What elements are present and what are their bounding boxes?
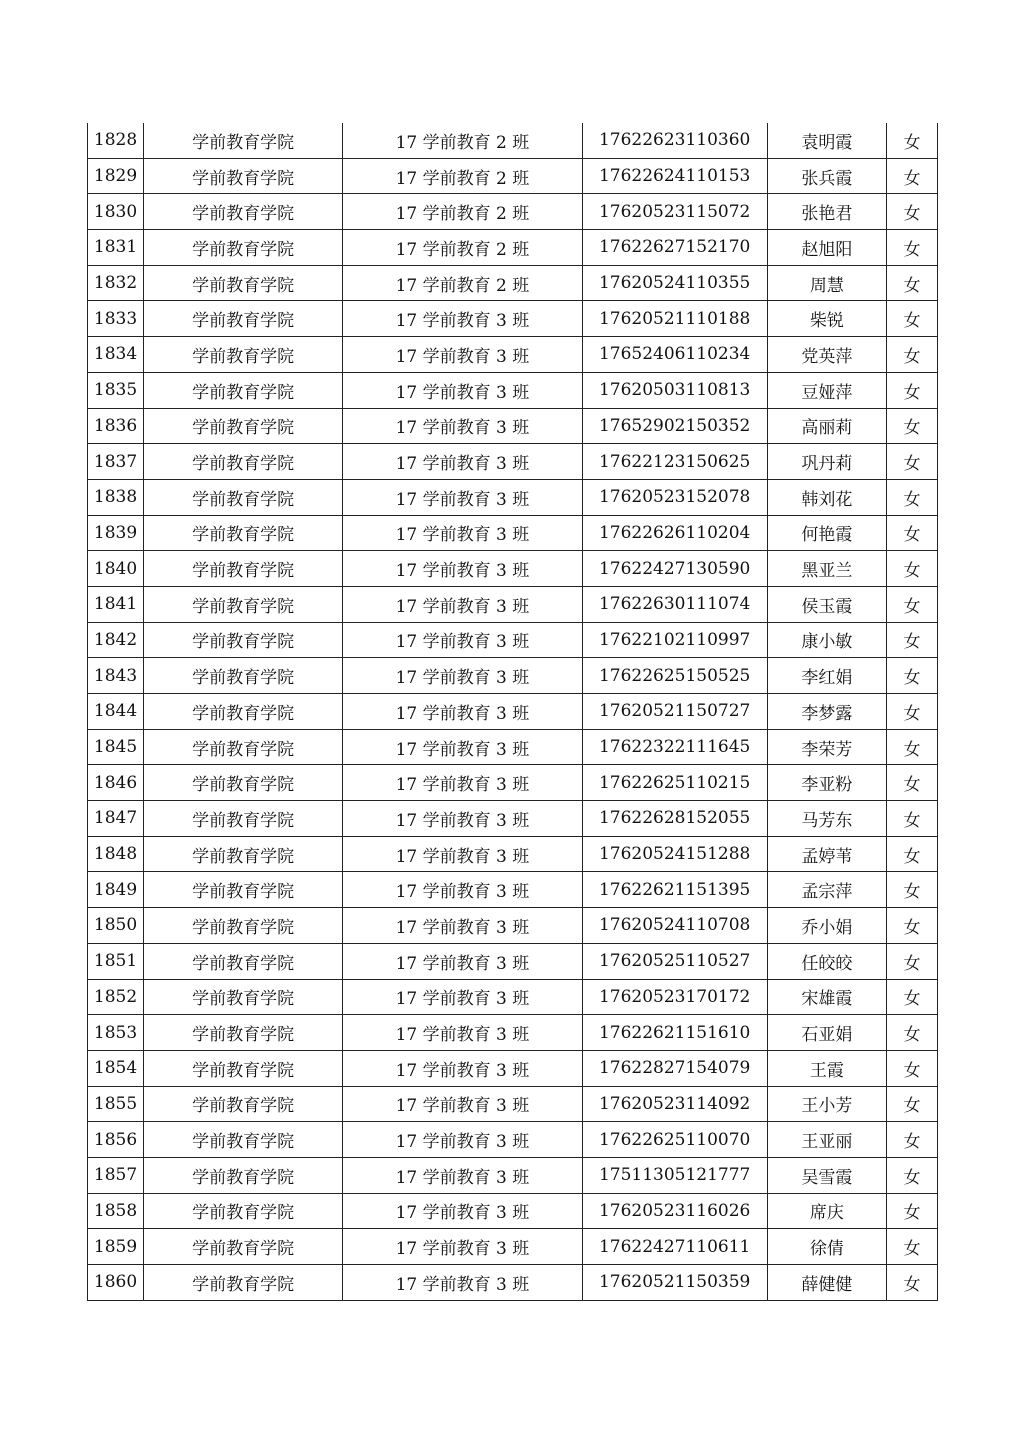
- student-name-cell: 石亚娟: [767, 1015, 886, 1051]
- college-cell: 学前教育学院: [144, 943, 343, 979]
- table-row: [88, 1086, 938, 1122]
- gender-cell: 女: [886, 943, 937, 979]
- college-cell: 学前教育学院: [144, 979, 343, 1015]
- gender-cell: 女: [886, 1229, 937, 1265]
- row-number-cell: 1844: [88, 694, 144, 730]
- class-cell: 17 学前教育 3 班: [343, 586, 582, 622]
- row-number-cell: 1831: [88, 230, 144, 266]
- row-number-cell: 1853: [88, 1015, 144, 1051]
- student-name-cell: 赵旭阳: [767, 230, 886, 266]
- class-cell: 17 学前教育 3 班: [343, 1157, 582, 1193]
- table-row: [88, 908, 938, 944]
- student-name-cell: 张艳君: [767, 194, 886, 230]
- college-cell: 学前教育学院: [144, 1086, 343, 1122]
- class-cell: 17 学前教育 2 班: [343, 265, 582, 301]
- student-name-cell: 何艳霞: [767, 515, 886, 551]
- student-name-cell: 王小芳: [767, 1086, 886, 1122]
- gender-cell: 女: [886, 586, 937, 622]
- row-number-cell: 1842: [88, 622, 144, 658]
- student-name-cell: 孟宗萍: [767, 872, 886, 908]
- college-cell: 学前教育学院: [144, 836, 343, 872]
- class-cell: 17 学前教育 3 班: [343, 694, 582, 730]
- gender-cell: 女: [886, 1193, 937, 1229]
- college-cell: 学前教育学院: [144, 123, 343, 158]
- student-name-cell: 豆娅萍: [767, 372, 886, 408]
- student-id-cell: 17620524110708: [582, 908, 767, 944]
- table-row: [88, 765, 938, 801]
- college-cell: 学前教育学院: [144, 1157, 343, 1193]
- student-id-cell: 17622102110997: [582, 622, 767, 658]
- student-name-cell: 柴锐: [767, 301, 886, 337]
- row-number-cell: 1859: [88, 1229, 144, 1265]
- gender-cell: 女: [886, 622, 937, 658]
- student-id-cell: 17622626110204: [582, 515, 767, 551]
- class-cell: 17 学前教育 3 班: [343, 1265, 582, 1301]
- class-cell: 17 学前教育 3 班: [343, 979, 582, 1015]
- student-id-cell: 17620523152078: [582, 479, 767, 515]
- class-cell: 17 学前教育 3 班: [343, 551, 582, 587]
- class-cell: 17 学前教育 3 班: [343, 908, 582, 944]
- table-row: [88, 1015, 938, 1051]
- table-row: [88, 1229, 938, 1265]
- class-cell: 17 学前教育 3 班: [343, 801, 582, 837]
- student-id-cell: 17622827154079: [582, 1050, 767, 1086]
- table-row: [88, 622, 938, 658]
- college-cell: 学前教育学院: [144, 1229, 343, 1265]
- gender-cell: 女: [886, 979, 937, 1015]
- gender-cell: 女: [886, 1157, 937, 1193]
- student-name-cell: 袁明霞: [767, 123, 886, 158]
- student-id-cell: 17620523115072: [582, 194, 767, 230]
- row-number-cell: 1835: [88, 372, 144, 408]
- row-number-cell: 1833: [88, 301, 144, 337]
- college-cell: 学前教育学院: [144, 1193, 343, 1229]
- table-row: [88, 729, 938, 765]
- class-cell: 17 学前教育 3 班: [343, 1193, 582, 1229]
- row-number-cell: 1850: [88, 908, 144, 944]
- row-number-cell: 1856: [88, 1122, 144, 1158]
- college-cell: 学前教育学院: [144, 515, 343, 551]
- college-cell: 学前教育学院: [144, 622, 343, 658]
- class-cell: 17 学前教育 3 班: [343, 1229, 582, 1265]
- gender-cell: 女: [886, 801, 937, 837]
- table-row: [88, 801, 938, 837]
- table-row: [88, 515, 938, 551]
- roster-body: [88, 123, 938, 1300]
- student-id-cell: 17622625150525: [582, 658, 767, 694]
- row-number-cell: 1860: [88, 1265, 144, 1301]
- table-row: [88, 479, 938, 515]
- student-id-cell: 17622624110153: [582, 158, 767, 194]
- gender-cell: 女: [886, 123, 937, 158]
- class-cell: 17 学前教育 3 班: [343, 479, 582, 515]
- row-number-cell: 1847: [88, 801, 144, 837]
- gender-cell: 女: [886, 408, 937, 444]
- gender-cell: 女: [886, 1122, 937, 1158]
- table-row: [88, 444, 938, 480]
- student-name-cell: 高丽莉: [767, 408, 886, 444]
- gender-cell: 女: [886, 158, 937, 194]
- table-row: [88, 194, 938, 230]
- student-id-cell: 17622621151610: [582, 1015, 767, 1051]
- student-id-cell: 17622621151395: [582, 872, 767, 908]
- table-row: [88, 872, 938, 908]
- gender-cell: 女: [886, 872, 937, 908]
- student-id-cell: 17620503110813: [582, 372, 767, 408]
- class-cell: 17 学前教育 3 班: [343, 1086, 582, 1122]
- class-cell: 17 学前教育 2 班: [343, 123, 582, 158]
- class-cell: 17 学前教育 2 班: [343, 158, 582, 194]
- college-cell: 学前教育学院: [144, 1050, 343, 1086]
- row-number-cell: 1852: [88, 979, 144, 1015]
- student-name-cell: 任皎皎: [767, 943, 886, 979]
- class-cell: 17 学前教育 3 班: [343, 444, 582, 480]
- college-cell: 学前教育学院: [144, 265, 343, 301]
- student-id-cell: 17652902150352: [582, 408, 767, 444]
- student-name-cell: 周慧: [767, 265, 886, 301]
- class-cell: 17 学前教育 3 班: [343, 515, 582, 551]
- table-row: [88, 658, 938, 694]
- gender-cell: 女: [886, 836, 937, 872]
- row-number-cell: 1854: [88, 1050, 144, 1086]
- gender-cell: 女: [886, 337, 937, 373]
- row-number-cell: 1829: [88, 158, 144, 194]
- row-number-cell: 1834: [88, 337, 144, 373]
- gender-cell: 女: [886, 265, 937, 301]
- college-cell: 学前教育学院: [144, 908, 343, 944]
- student-name-cell: 马芳东: [767, 801, 886, 837]
- table-row: [88, 1193, 938, 1229]
- gender-cell: 女: [886, 515, 937, 551]
- row-number-cell: 1848: [88, 836, 144, 872]
- student-id-cell: 17622322111645: [582, 729, 767, 765]
- table-row: [88, 979, 938, 1015]
- row-number-cell: 1851: [88, 943, 144, 979]
- student-name-cell: 巩丹莉: [767, 444, 886, 480]
- student-name-cell: 李梦露: [767, 694, 886, 730]
- row-number-cell: 1828: [88, 123, 144, 158]
- college-cell: 学前教育学院: [144, 872, 343, 908]
- college-cell: 学前教育学院: [144, 479, 343, 515]
- table-row: [88, 1157, 938, 1193]
- student-name-cell: 孟婷苇: [767, 836, 886, 872]
- college-cell: 学前教育学院: [144, 729, 343, 765]
- student-name-cell: 徐倩: [767, 1229, 886, 1265]
- student-id-cell: 17620523114092: [582, 1086, 767, 1122]
- college-cell: 学前教育学院: [144, 586, 343, 622]
- gender-cell: 女: [886, 908, 937, 944]
- college-cell: 学前教育学院: [144, 1122, 343, 1158]
- row-number-cell: 1849: [88, 872, 144, 908]
- gender-cell: 女: [886, 479, 937, 515]
- row-number-cell: 1858: [88, 1193, 144, 1229]
- class-cell: 17 学前教育 3 班: [343, 337, 582, 373]
- gender-cell: 女: [886, 551, 937, 587]
- class-cell: 17 学前教育 3 班: [343, 765, 582, 801]
- college-cell: 学前教育学院: [144, 372, 343, 408]
- table-row: [88, 158, 938, 194]
- gender-cell: 女: [886, 230, 937, 266]
- row-number-cell: 1845: [88, 729, 144, 765]
- student-name-cell: 李亚粉: [767, 765, 886, 801]
- student-name-cell: 韩刘花: [767, 479, 886, 515]
- table-row: [88, 372, 938, 408]
- row-number-cell: 1832: [88, 265, 144, 301]
- college-cell: 学前教育学院: [144, 694, 343, 730]
- student-name-cell: 王霞: [767, 1050, 886, 1086]
- student-name-cell: 张兵霞: [767, 158, 886, 194]
- student-id-cell: 17620521150727: [582, 694, 767, 730]
- class-cell: 17 学前教育 3 班: [343, 1122, 582, 1158]
- student-id-cell: 17620523116026: [582, 1193, 767, 1229]
- student-id-cell: 17620524110355: [582, 265, 767, 301]
- student-name-cell: 康小敏: [767, 622, 886, 658]
- student-id-cell: 17620523170172: [582, 979, 767, 1015]
- table-row: [88, 265, 938, 301]
- college-cell: 学前教育学院: [144, 230, 343, 266]
- student-id-cell: 17622427130590: [582, 551, 767, 587]
- student-id-cell: 17620521150359: [582, 1265, 767, 1301]
- college-cell: 学前教育学院: [144, 801, 343, 837]
- gender-cell: 女: [886, 444, 937, 480]
- college-cell: 学前教育学院: [144, 158, 343, 194]
- college-cell: 学前教育学院: [144, 658, 343, 694]
- table-row: [88, 337, 938, 373]
- college-cell: 学前教育学院: [144, 444, 343, 480]
- class-cell: 17 学前教育 3 班: [343, 408, 582, 444]
- student-id-cell: 17622625110070: [582, 1122, 767, 1158]
- table-row: [88, 1122, 938, 1158]
- class-cell: 17 学前教育 3 班: [343, 1015, 582, 1051]
- row-number-cell: 1838: [88, 479, 144, 515]
- gender-cell: 女: [886, 765, 937, 801]
- gender-cell: 女: [886, 658, 937, 694]
- gender-cell: 女: [886, 301, 937, 337]
- student-id-cell: 17622123150625: [582, 444, 767, 480]
- student-name-cell: 乔小娟: [767, 908, 886, 944]
- student-name-cell: 侯玉霞: [767, 586, 886, 622]
- class-cell: 17 学前教育 3 班: [343, 836, 582, 872]
- table-row: [88, 230, 938, 266]
- student-name-cell: 党英萍: [767, 337, 886, 373]
- class-cell: 17 学前教育 3 班: [343, 372, 582, 408]
- table-row: [88, 1050, 938, 1086]
- class-cell: 17 学前教育 3 班: [343, 658, 582, 694]
- class-cell: 17 学前教育 2 班: [343, 230, 582, 266]
- student-name-cell: 薛健健: [767, 1265, 886, 1301]
- row-number-cell: 1846: [88, 765, 144, 801]
- college-cell: 学前教育学院: [144, 408, 343, 444]
- row-number-cell: 1837: [88, 444, 144, 480]
- college-cell: 学前教育学院: [144, 551, 343, 587]
- gender-cell: 女: [886, 194, 937, 230]
- class-cell: 17 学前教育 3 班: [343, 729, 582, 765]
- gender-cell: 女: [886, 1015, 937, 1051]
- college-cell: 学前教育学院: [144, 337, 343, 373]
- table-row: [88, 408, 938, 444]
- student-roster-table: [87, 123, 938, 1301]
- gender-cell: 女: [886, 694, 937, 730]
- college-cell: 学前教育学院: [144, 765, 343, 801]
- student-id-cell: 17622623110360: [582, 123, 767, 158]
- student-name-cell: 王亚丽: [767, 1122, 886, 1158]
- gender-cell: 女: [886, 729, 937, 765]
- gender-cell: 女: [886, 1265, 937, 1301]
- table-row: [88, 943, 938, 979]
- student-name-cell: 李荣芳: [767, 729, 886, 765]
- class-cell: 17 学前教育 3 班: [343, 872, 582, 908]
- college-cell: 学前教育学院: [144, 1015, 343, 1051]
- student-name-cell: 黑亚兰: [767, 551, 886, 587]
- gender-cell: 女: [886, 1086, 937, 1122]
- student-name-cell: 吴雪霞: [767, 1157, 886, 1193]
- gender-cell: 女: [886, 1050, 937, 1086]
- class-cell: 17 学前教育 2 班: [343, 194, 582, 230]
- row-number-cell: 1843: [88, 658, 144, 694]
- student-name-cell: 李红娟: [767, 658, 886, 694]
- table-row: [88, 123, 938, 158]
- student-id-cell: 17622628152055: [582, 801, 767, 837]
- table-row: [88, 551, 938, 587]
- class-cell: 17 学前教育 3 班: [343, 301, 582, 337]
- table-row: [88, 586, 938, 622]
- student-id-cell: 17622427110611: [582, 1229, 767, 1265]
- table-row: [88, 301, 938, 337]
- student-name-cell: 席庆: [767, 1193, 886, 1229]
- table-row: [88, 1265, 938, 1301]
- student-id-cell: 17622627152170: [582, 230, 767, 266]
- student-id-cell: 17620524151288: [582, 836, 767, 872]
- college-cell: 学前教育学院: [144, 1265, 343, 1301]
- table-row: [88, 836, 938, 872]
- student-name-cell: 宋雄霞: [767, 979, 886, 1015]
- row-number-cell: 1840: [88, 551, 144, 587]
- row-number-cell: 1836: [88, 408, 144, 444]
- row-number-cell: 1830: [88, 194, 144, 230]
- table-row: [88, 694, 938, 730]
- row-number-cell: 1839: [88, 515, 144, 551]
- student-id-cell: 17620521110188: [582, 301, 767, 337]
- class-cell: 17 学前教育 3 班: [343, 943, 582, 979]
- student-id-cell: 17652406110234: [582, 337, 767, 373]
- college-cell: 学前教育学院: [144, 194, 343, 230]
- student-id-cell: 17622630111074: [582, 586, 767, 622]
- row-number-cell: 1841: [88, 586, 144, 622]
- row-number-cell: 1857: [88, 1157, 144, 1193]
- student-id-cell: 17622625110215: [582, 765, 767, 801]
- class-cell: 17 学前教育 3 班: [343, 622, 582, 658]
- college-cell: 学前教育学院: [144, 301, 343, 337]
- student-id-cell: 17511305121777: [582, 1157, 767, 1193]
- gender-cell: 女: [886, 372, 937, 408]
- student-id-cell: 17620525110527: [582, 943, 767, 979]
- row-number-cell: 1855: [88, 1086, 144, 1122]
- class-cell: 17 学前教育 3 班: [343, 1050, 582, 1086]
